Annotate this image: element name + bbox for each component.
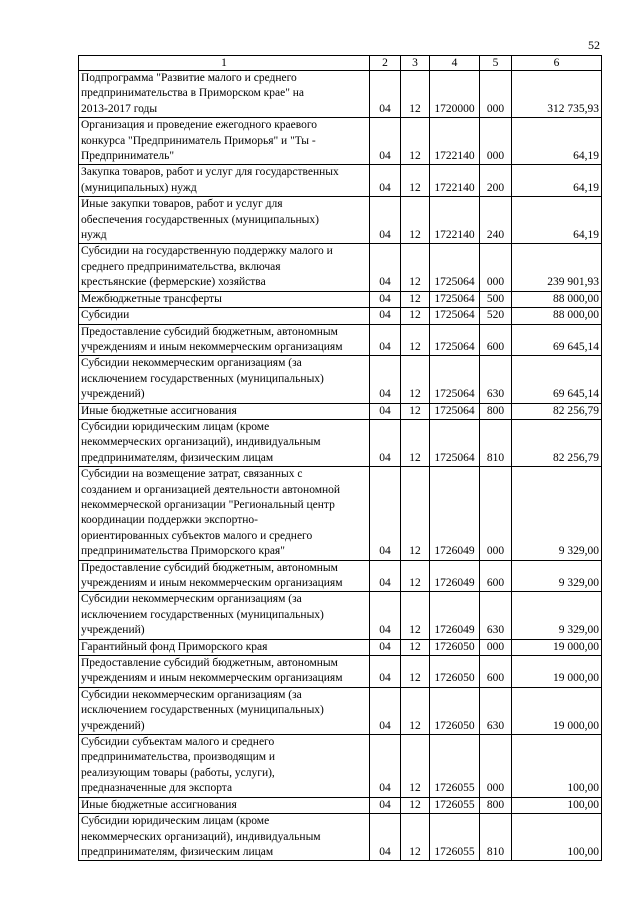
section-code-cell: 04 <box>370 560 401 592</box>
amount-cell: 64,19 <box>512 118 602 165</box>
row-name-line: Гарантийный фонд Приморского края <box>81 640 268 653</box>
table-body <box>79 71 602 861</box>
amount-cell: 100,00 <box>512 814 602 861</box>
expense-type-code-cell: 000 <box>480 735 512 798</box>
row-name-line: созданием и организацией деятельности автономной <box>81 483 341 496</box>
row-name-line: учреждений) <box>81 624 145 637</box>
table-row <box>79 324 602 356</box>
row-name-line: реализующим товары (работы, услуги), <box>81 766 275 779</box>
row-name-line: некоммерческой организации "Региональный центр <box>81 498 335 511</box>
amount-cell: 82 256,79 <box>512 419 602 466</box>
row-name-cell <box>79 814 370 861</box>
row-name-cell <box>79 118 370 165</box>
row-name-line: координации поддержки экспортно- <box>81 514 258 527</box>
amount-cell: 9 329,00 <box>512 560 602 592</box>
amount-cell: 9 329,00 <box>512 467 602 560</box>
subsection-code-cell: 12 <box>401 356 430 403</box>
expense-type-code-cell: 200 <box>480 165 512 197</box>
subsection-code-cell: 12 <box>401 165 430 197</box>
column-header-3: 3 <box>401 56 430 71</box>
table-row <box>79 797 602 813</box>
amount-cell: 69 645,14 <box>512 356 602 403</box>
row-name-cell <box>79 165 370 197</box>
header-row <box>79 56 602 71</box>
subsection-code-cell: 12 <box>401 291 430 307</box>
target-article-code-cell: 1722140 <box>430 197 480 244</box>
expense-type-code-cell: 240 <box>480 197 512 244</box>
section-code-cell: 04 <box>370 592 401 639</box>
row-name-cell <box>79 356 370 403</box>
column-header-6: 6 <box>512 56 602 71</box>
expense-type-code-cell: 810 <box>480 814 512 861</box>
target-article-code-cell: 1725064 <box>430 244 480 291</box>
row-name-line: обеспечения государственных (муниципальных) <box>81 213 319 226</box>
table-row <box>79 592 602 639</box>
section-code-cell: 04 <box>370 308 401 324</box>
row-name-line: Предоставление субсидий бюджетным, автономным <box>81 657 338 670</box>
row-name-line: предпринимательства, производящим и <box>81 751 276 764</box>
row-name-line: Подпрограмма "Развитие малого и среднего <box>81 72 297 84</box>
row-name-line: 2013-2017 годы <box>81 102 158 115</box>
row-name-line: Иные закупки товаров, работ и услуг для <box>81 198 283 211</box>
amount-cell: 100,00 <box>512 735 602 798</box>
table-row <box>79 639 602 655</box>
row-name-cell <box>79 403 370 419</box>
expense-type-code-cell: 600 <box>480 656 512 688</box>
table-row <box>79 118 602 165</box>
section-code-cell: 04 <box>370 797 401 813</box>
row-name-cell <box>79 467 370 560</box>
row-name-line: Предприниматель" <box>81 150 175 163</box>
row-name-line: Закупка товаров, работ и услуг для государственных <box>81 166 339 179</box>
row-name-line: исключением государственных (муниципальных) <box>81 704 324 717</box>
row-name-cell <box>79 735 370 798</box>
row-name-line: Субсидии некоммерческим организациям (за <box>81 593 302 606</box>
target-article-code-cell: 1726049 <box>430 467 480 560</box>
amount-cell: 88 000,00 <box>512 291 602 307</box>
row-name-line: Предоставление субсидий бюджетным, автономным <box>81 325 338 338</box>
section-code-cell: 04 <box>370 71 401 118</box>
amount-cell: 100,00 <box>512 797 602 813</box>
row-name-line: предпринимателям, физическим лицам <box>81 451 274 464</box>
row-name-line: Иные бюджетные ассигнования <box>81 404 237 417</box>
column-header-2: 2 <box>370 56 401 71</box>
subsection-code-cell: 12 <box>401 324 430 356</box>
section-code-cell: 04 <box>370 165 401 197</box>
row-name-cell <box>79 687 370 734</box>
row-name-line: учреждениям и иным некоммерческим организациям <box>81 577 343 589</box>
amount-cell: 88 000,00 <box>512 308 602 324</box>
row-name-cell <box>79 71 370 118</box>
amount-cell: 69 645,14 <box>512 324 602 356</box>
expense-type-code-cell: 600 <box>480 560 512 592</box>
row-name-cell <box>79 656 370 688</box>
expense-type-code-cell: 000 <box>480 118 512 165</box>
table-row <box>79 197 602 244</box>
row-name-line: Субсидии юридическим лицам (кроме <box>81 420 270 433</box>
table-row <box>79 560 602 592</box>
subsection-code-cell: 12 <box>401 735 430 798</box>
expense-type-code-cell: 000 <box>480 467 512 560</box>
row-name-line: учреждений) <box>81 719 145 732</box>
table-row <box>79 735 602 798</box>
row-name-line: предпринимателям, физическим лицам <box>81 845 274 858</box>
amount-cell: 312 735,93 <box>512 71 602 118</box>
section-code-cell: 04 <box>370 356 401 403</box>
target-article-code-cell: 1726055 <box>430 735 480 798</box>
row-name-cell <box>79 308 370 324</box>
subsection-code-cell: 12 <box>401 814 430 861</box>
subsection-code-cell: 12 <box>401 118 430 165</box>
table-row <box>79 419 602 466</box>
row-name-cell <box>79 324 370 356</box>
table-row <box>79 71 602 118</box>
row-name-line: среднего предпринимательства, включая <box>81 260 281 273</box>
target-article-code-cell: 1726050 <box>430 639 480 655</box>
section-code-cell: 04 <box>370 403 401 419</box>
row-name-line: некоммерческих организаций), индивидуальным <box>81 830 321 843</box>
row-name-line: исключением государственных (муниципальных) <box>81 608 324 621</box>
subsection-code-cell: 12 <box>401 467 430 560</box>
section-code-cell: 04 <box>370 814 401 861</box>
expense-type-code-cell: 810 <box>480 419 512 466</box>
row-name-line: предпринимательства Приморского края" <box>81 545 285 558</box>
section-code-cell: 04 <box>370 735 401 798</box>
amount-cell: 82 256,79 <box>512 403 602 419</box>
table-row <box>79 814 602 861</box>
expense-type-code-cell: 000 <box>480 71 512 118</box>
section-code-cell: 04 <box>370 467 401 560</box>
row-name-cell <box>79 639 370 655</box>
target-article-code-cell: 1722140 <box>430 118 480 165</box>
expense-type-code-cell: 000 <box>480 639 512 655</box>
row-name-line: (муниципальных) нужд <box>81 181 197 194</box>
row-name-line: предпринимательства в Приморском крае" на <box>81 87 305 100</box>
section-code-cell: 04 <box>370 639 401 655</box>
section-code-cell: 04 <box>370 419 401 466</box>
subsection-code-cell: 12 <box>401 797 430 813</box>
row-name-line: исключением государственных (муниципальных) <box>81 372 324 385</box>
column-header-4: 4 <box>430 56 480 71</box>
row-name-line: Субсидии некоммерческим организациям (за <box>81 688 302 701</box>
row-name-line: учреждениям и иным некоммерческим организациям <box>81 340 343 353</box>
subsection-code-cell: 12 <box>401 560 430 592</box>
expense-type-code-cell: 520 <box>480 308 512 324</box>
target-article-code-cell: 1726050 <box>430 656 480 688</box>
target-article-code-cell: 1726055 <box>430 797 480 813</box>
column-header-5: 5 <box>480 56 512 71</box>
row-name-line: Организация и проведение ежегодного краевого <box>81 119 318 132</box>
row-name-line: крестьянские (фермерские) хозяйства <box>81 276 266 289</box>
row-name-line: Субсидии некоммерческим организациям (за <box>81 357 302 370</box>
row-name-cell <box>79 592 370 639</box>
target-article-code-cell: 1725064 <box>430 308 480 324</box>
row-name-cell <box>79 560 370 592</box>
subsection-code-cell: 12 <box>401 639 430 655</box>
table-row <box>79 308 602 324</box>
table-row <box>79 687 602 734</box>
row-name-cell <box>79 419 370 466</box>
section-code-cell: 04 <box>370 324 401 356</box>
expense-type-code-cell: 630 <box>480 687 512 734</box>
section-code-cell: 04 <box>370 197 401 244</box>
subsection-code-cell: 12 <box>401 197 430 244</box>
subsection-code-cell: 12 <box>401 592 430 639</box>
target-article-code-cell: 1722140 <box>430 165 480 197</box>
expense-type-code-cell: 500 <box>480 291 512 307</box>
amount-cell: 64,19 <box>512 165 602 197</box>
row-name-line: учреждениям и иным некоммерческим организациям <box>81 672 343 685</box>
section-code-cell: 04 <box>370 687 401 734</box>
subsection-code-cell: 12 <box>401 687 430 734</box>
target-article-code-cell: 1725064 <box>430 324 480 356</box>
table-row <box>79 244 602 291</box>
target-article-code-cell: 1725064 <box>430 356 480 403</box>
subsection-code-cell: 12 <box>401 308 430 324</box>
row-name-line: Субсидии на государственную поддержку малого и <box>81 245 333 258</box>
row-name-cell <box>79 244 370 291</box>
row-name-cell <box>79 797 370 813</box>
budget-table <box>78 55 602 861</box>
target-article-code-cell: 1726050 <box>430 687 480 734</box>
expense-type-code-cell: 800 <box>480 403 512 419</box>
row-name-line: Субсидии на возмещение затрат, связанных с <box>81 468 303 481</box>
row-name-line: Предоставление субсидий бюджетным, автономным <box>81 561 338 574</box>
expense-type-code-cell: 000 <box>480 244 512 291</box>
expense-type-code-cell: 630 <box>480 592 512 639</box>
target-article-code-cell: 1726049 <box>430 592 480 639</box>
subsection-code-cell: 12 <box>401 656 430 688</box>
row-name-line: Субсидии юридическим лицам (кроме <box>81 815 270 828</box>
row-name-cell <box>79 291 370 307</box>
table-row <box>79 403 602 419</box>
target-article-code-cell: 1725064 <box>430 291 480 307</box>
row-name-line: учреждений) <box>81 388 145 401</box>
row-name-line: нужд <box>81 229 107 242</box>
table-row <box>79 656 602 688</box>
target-article-code-cell: 1726055 <box>430 814 480 861</box>
subsection-code-cell: 12 <box>401 419 430 466</box>
row-name-line: Межбюджетные трансферты <box>81 292 222 305</box>
section-code-cell: 04 <box>370 244 401 291</box>
row-name-line: ориентированных субъектов малого и среднего <box>81 529 313 542</box>
row-name-line: некоммерческих организаций), индивидуальным <box>81 436 321 449</box>
page-number: 52 <box>588 38 600 52</box>
section-code-cell: 04 <box>370 291 401 307</box>
row-name-line: Субсидии субъектам малого и среднего <box>81 736 275 749</box>
row-name-line: Иные бюджетные ассигнования <box>81 798 237 811</box>
table-row <box>79 165 602 197</box>
amount-cell: 9 329,00 <box>512 592 602 639</box>
row-name-line: конкурса "Предприниматель Приморья" и "Ты - <box>81 134 316 147</box>
amount-cell: 239 901,93 <box>512 244 602 291</box>
amount-cell: 19 000,00 <box>512 639 602 655</box>
table-row <box>79 291 602 307</box>
target-article-code-cell: 1720000 <box>430 71 480 118</box>
row-name-line: предназначенные для экспорта <box>81 782 233 795</box>
row-name-cell <box>79 197 370 244</box>
subsection-code-cell: 12 <box>401 71 430 118</box>
expense-type-code-cell: 630 <box>480 356 512 403</box>
subsection-code-cell: 12 <box>401 244 430 291</box>
expense-type-code-cell: 800 <box>480 797 512 813</box>
amount-cell: 19 000,00 <box>512 656 602 688</box>
target-article-code-cell: 1725064 <box>430 403 480 419</box>
subsection-code-cell: 12 <box>401 403 430 419</box>
section-code-cell: 04 <box>370 118 401 165</box>
amount-cell: 64,19 <box>512 197 602 244</box>
amount-cell: 19 000,00 <box>512 687 602 734</box>
row-name-line: Субсидии <box>81 309 130 322</box>
table-row <box>79 356 602 403</box>
target-article-code-cell: 1725064 <box>430 419 480 466</box>
target-article-code-cell: 1726049 <box>430 560 480 592</box>
table-row <box>79 467 602 560</box>
section-code-cell: 04 <box>370 656 401 688</box>
expense-type-code-cell: 600 <box>480 324 512 356</box>
column-header-1: 1 <box>79 56 370 71</box>
